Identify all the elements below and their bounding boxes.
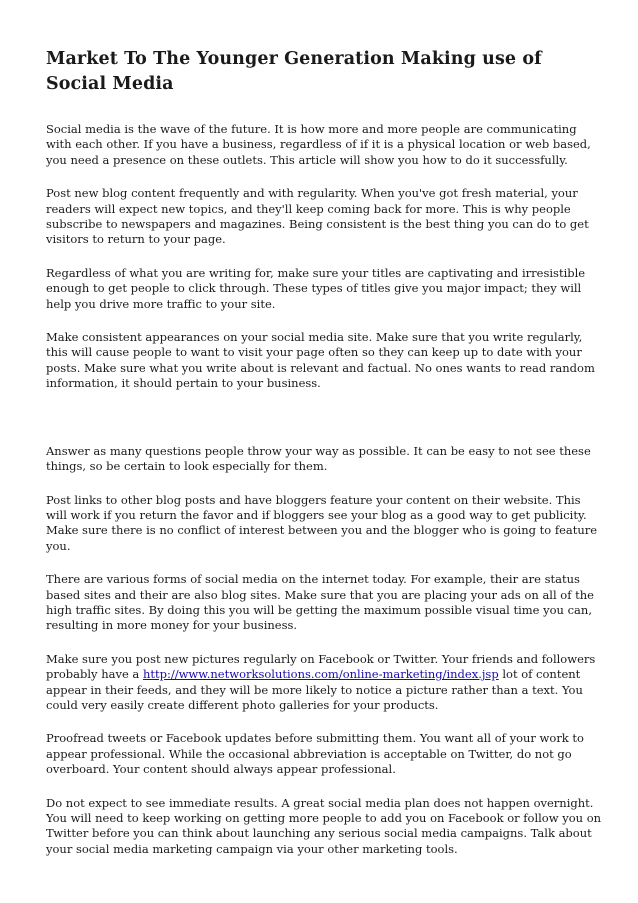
paragraph-titles: Regardless of what you are writing for, make sure your titles are captivating and irresistible enough to get people to click through. These types of titles give you major impact; they will help you drive more traffic to your site. [46,265,586,311]
paragraph-blog-content: Post new blog content frequently and with regularity. When you've got fresh material, your readers will expect new topics, and they'll keep coming back for more. This is why people subscribe to newspapers and magazines. Being consistent is the best thing you can do to get visitors to return to your page. [46,186,589,247]
paragraph-immediate-results: Do not expect to see immediate results. A great social media plan does not happen overnight. You will need to keep working on getting more people to add you on Facebook or follow you on Twitter before you can think about launching any serious social media campaigns. Talk about your social media marketing campaign via your other marketing tools. [46,795,602,856]
paragraph-post-links: Post links to other blog posts and have bloggers feature your content on their website. This will work if you return the favor and if bloggers see your blog as a good way to get publicity. Make sure there is no conflict of interest between you and the blogger who is going to feature you. [46,492,598,553]
paragraph-pictures-after: lot of content appear in their feeds, and they will be more likely to notice a picture rather than a text. You could very easily create different photo galleries for your products. [46,667,583,712]
network-solutions-link[interactable]: http://www.networksolutions.com/online-marketing/index.jsp [142,667,499,682]
document-page [46,47,602,875]
paragraph-consistent-appearances: Make consistent appearances on your social media site. Make sure that you write regularly, this will cause people to want to visit your page often so they can keep up to date with your posts. Make sure what you write about is relevant and factual. No ones wants to read random information, it should pertain to your business. [46,330,595,391]
paragraph-pictures-before: Make sure you post new pictures regularly on Facebook or Twitter. Your friends and followers probably have a [46,651,596,682]
paragraph-answer-questions: Answer as many questions people throw your way as possible. It can be easy to not see these things, so be certain to look especially for them. [46,443,591,474]
paragraph-proofread: Proofread tweets or Facebook updates before submitting them. You want all of your work to appear professional. While the occasional abbreviation is acceptable on Twitter, do not go overboard. Your content should always appear professional. [46,731,584,777]
paragraph-pictures [46,652,602,714]
paragraph-forms-of-media: There are various forms of social media on the internet today. For example, their are status based sites and their are also blog sites. Make sure that you are placing your ads on all of the high traffic sites. By doing this you will be getting the maximum possible visual time you can, resulting in more money for your business. [46,572,594,633]
article-title: Market To The Younger Generation Making use of Social Media [46,49,542,94]
paragraph-intro: Social media is the wave of the future. It is how more and more people are communicating with each other. If you have a business, regardless of if it is a physical location or web based, you need a presence on these outlets. This article will show you how to do it successfully. [46,122,591,167]
article-body [46,122,602,857]
